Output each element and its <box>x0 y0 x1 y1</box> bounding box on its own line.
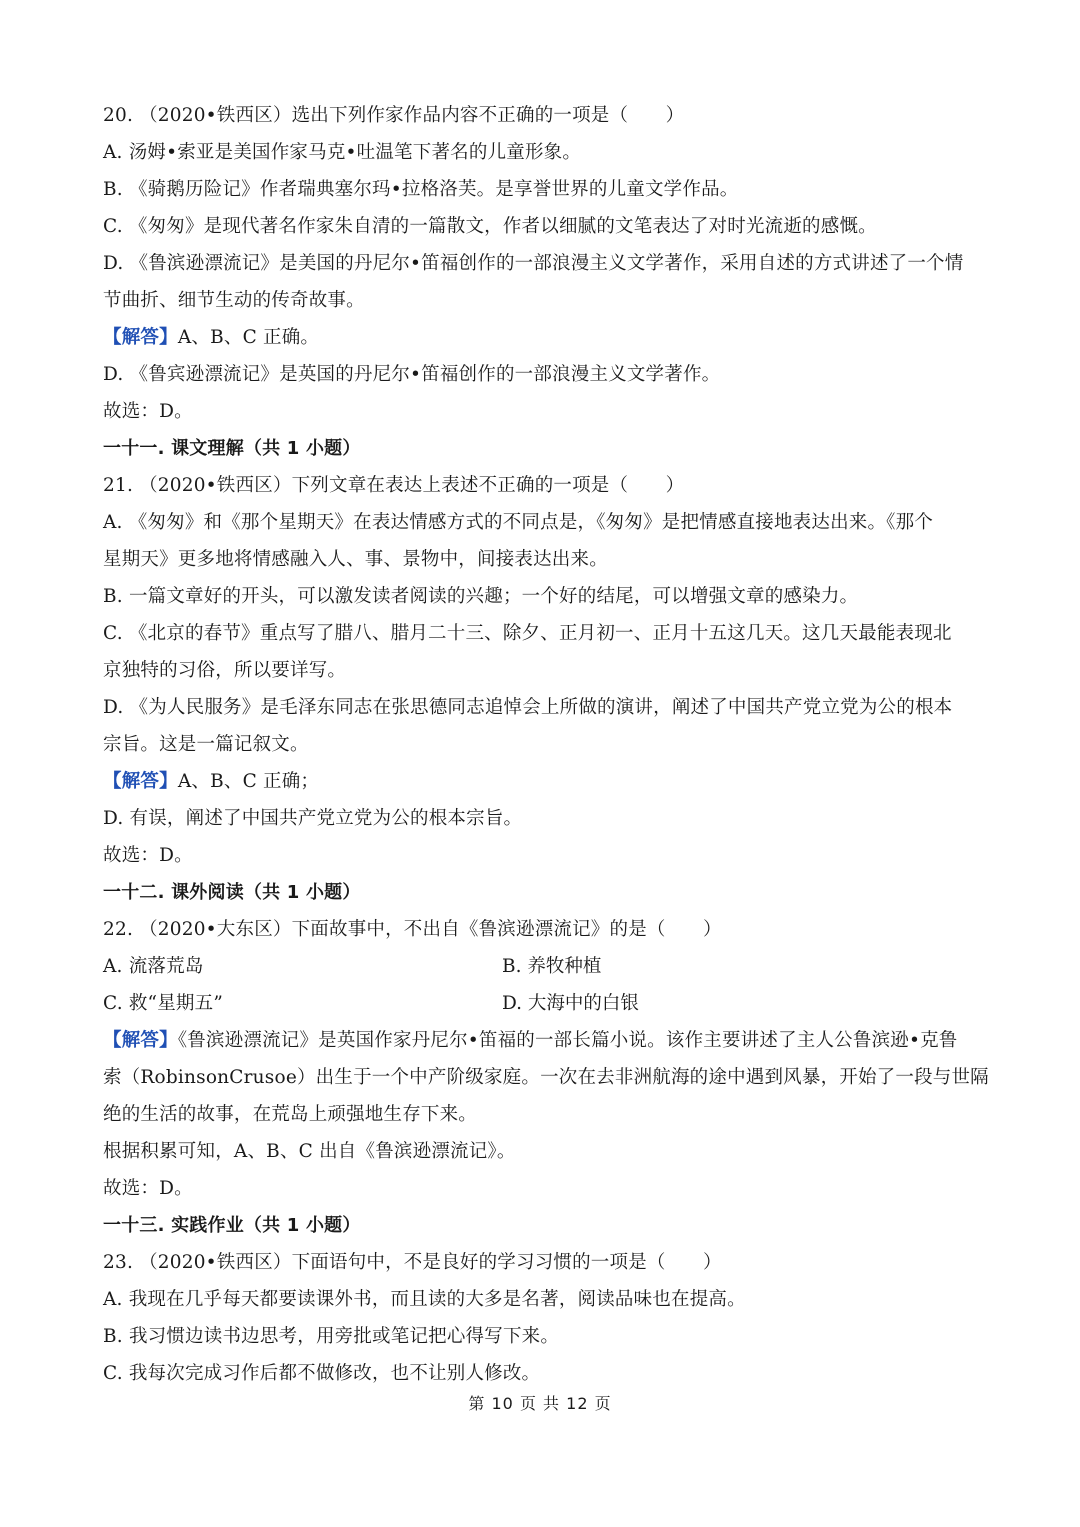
q23-stem: 23. （2020•铁西区）下面语句中，不是良好的学习习惯的一项是（ ） <box>103 1252 722 1273</box>
q20-option-d-line1: D. 《鲁滨逊漂流记》是美国的丹尼尔•笛福创作的一部浪漫主义文学著作，采用自述的方式讲述了一个情 <box>103 253 964 274</box>
q20-option-b: B. 《骑鹅历险记》作者瑞典塞尔玛•拉格洛芙。是享誉世界的儿童文学作品。 <box>103 179 739 200</box>
q22-answer-line3: 绝的生活的故事，在荒岛上顽强地生存下来。 <box>103 1104 478 1125</box>
q22-answer-line2: 索（RobinsonCrusoe）出生于一个中产阶级家庭。一次在去非洲航海的途中遇到风暴，开始了一段与世隔 <box>103 1067 989 1088</box>
q21-option-d-line2: 宗旨。这是一篇记叙文。 <box>103 734 309 755</box>
footer-page-number: 10 <box>491 1394 514 1413</box>
q22-stem: 22. （2020•大东区）下面故事中，不出自《鲁滨逊漂流记》的是（ ） <box>103 919 722 940</box>
q22-answer-text: 《鲁滨逊漂流记》是英国作家丹尼尔•笛福的一部长篇小说。该作主要讲述了主人公鲁滨逊•克鲁 <box>177 1030 958 1051</box>
q21-choice: 故选：D。 <box>103 845 193 866</box>
q20-answer-line2: D. 《鲁宾逊漂流记》是英国的丹尼尔•笛福创作的一部浪漫主义文学著作。 <box>103 364 721 385</box>
q22-answer-line4: 根据积累可知，A、B、C 出自《鲁滨逊漂流记》。 <box>103 1141 516 1162</box>
q20-option-c: C. 《匆匆》是现代著名作家朱自清的一篇散文，作者以细腻的文笔表达了对时光流逝的感慨。 <box>103 216 877 237</box>
q21-answer-line1 <box>103 769 983 795</box>
footer-middle: 页 共 <box>519 1394 561 1413</box>
section-heading-13: 一十三. 实践作业（共 1 小题） <box>103 1215 361 1236</box>
answer-tag: 【解答】 <box>103 327 178 348</box>
q22-option-d: D. 大海中的白银 <box>502 993 639 1014</box>
q23-option-c: C. 我每次完成习作后都不做修改，也不让别人修改。 <box>103 1363 541 1384</box>
q21-option-a-line1: A. 《匆匆》和《那个星期天》在表达情感方式的不同点是，《匆匆》是把情感直接地表达出来。《那个 <box>103 512 934 533</box>
answer-tag: 【解答】 <box>103 1030 178 1051</box>
q20-choice: 故选：D。 <box>103 401 193 422</box>
answer-tag: 【解答】 <box>103 771 178 792</box>
q22-answer-line1 <box>103 1028 983 1054</box>
q21-stem: 21. （2020•铁西区）下列文章在表达上表述不正确的一项是（ ） <box>103 475 685 496</box>
q21-option-d-line1: D. 《为人民服务》是毛泽东同志在张思德同志追悼会上所做的演讲，阐述了中国共产党立党为公的根本 <box>103 697 953 718</box>
q21-answer-line2: D. 有误，阐述了中国共产党立党为公的根本宗旨。 <box>103 808 523 829</box>
q21-option-c-line1: C. 《北京的春节》重点写了腊八、腊月二十三、除夕、正月初一、正月十五这几天。这几天最能表现北 <box>103 623 952 644</box>
q21-answer-text: A、B、C 正确； <box>177 771 320 792</box>
footer-suffix: 页 <box>594 1394 612 1413</box>
section-heading-11: 一十一. 课文理解（共 1 小题） <box>103 438 361 459</box>
q22-choice: 故选：D。 <box>103 1178 193 1199</box>
q22-option-a: A. 流落荒岛 <box>103 956 204 977</box>
q21-option-b: B. 一篇文章好的开头，可以激发读者阅读的兴趣；一个好的结尾，可以增强文章的感染力。 <box>103 586 859 607</box>
section-heading-12: 一十二. 课外阅读（共 1 小题） <box>103 882 361 903</box>
q20-option-d-line2: 节曲折、细节生动的传奇故事。 <box>103 290 365 311</box>
page-footer <box>0 1392 1080 1416</box>
q23-option-b: B. 我习惯边读书边思考，用旁批或笔记把心得写下来。 <box>103 1326 560 1347</box>
q20-answer-line1 <box>103 325 983 351</box>
footer-prefix: 第 <box>468 1394 486 1413</box>
q21-option-c-line2: 京独特的习俗，所以要详写。 <box>103 660 347 681</box>
q20-answer-text: A、B、C 正确。 <box>177 327 320 348</box>
q22-option-b: B. 养牧种植 <box>502 956 602 977</box>
q21-option-a-line2: 星期天》更多地将情感融入人、事、景物中，间接表达出来。 <box>103 549 608 570</box>
q22-option-c: C. 救“星期五” <box>103 993 223 1014</box>
q20-option-a: A. 汤姆•索亚是美国作家马克•吐温笔下著名的儿童形象。 <box>103 142 582 163</box>
q23-option-a: A. 我现在几乎每天都要读课外书，而且读的大多是名著，阅读品味也在提高。 <box>103 1289 746 1310</box>
q20-stem: 20. （2020•铁西区）选出下列作家作品内容不正确的一项是（ ） <box>103 105 685 126</box>
footer-total-pages: 12 <box>566 1394 589 1413</box>
